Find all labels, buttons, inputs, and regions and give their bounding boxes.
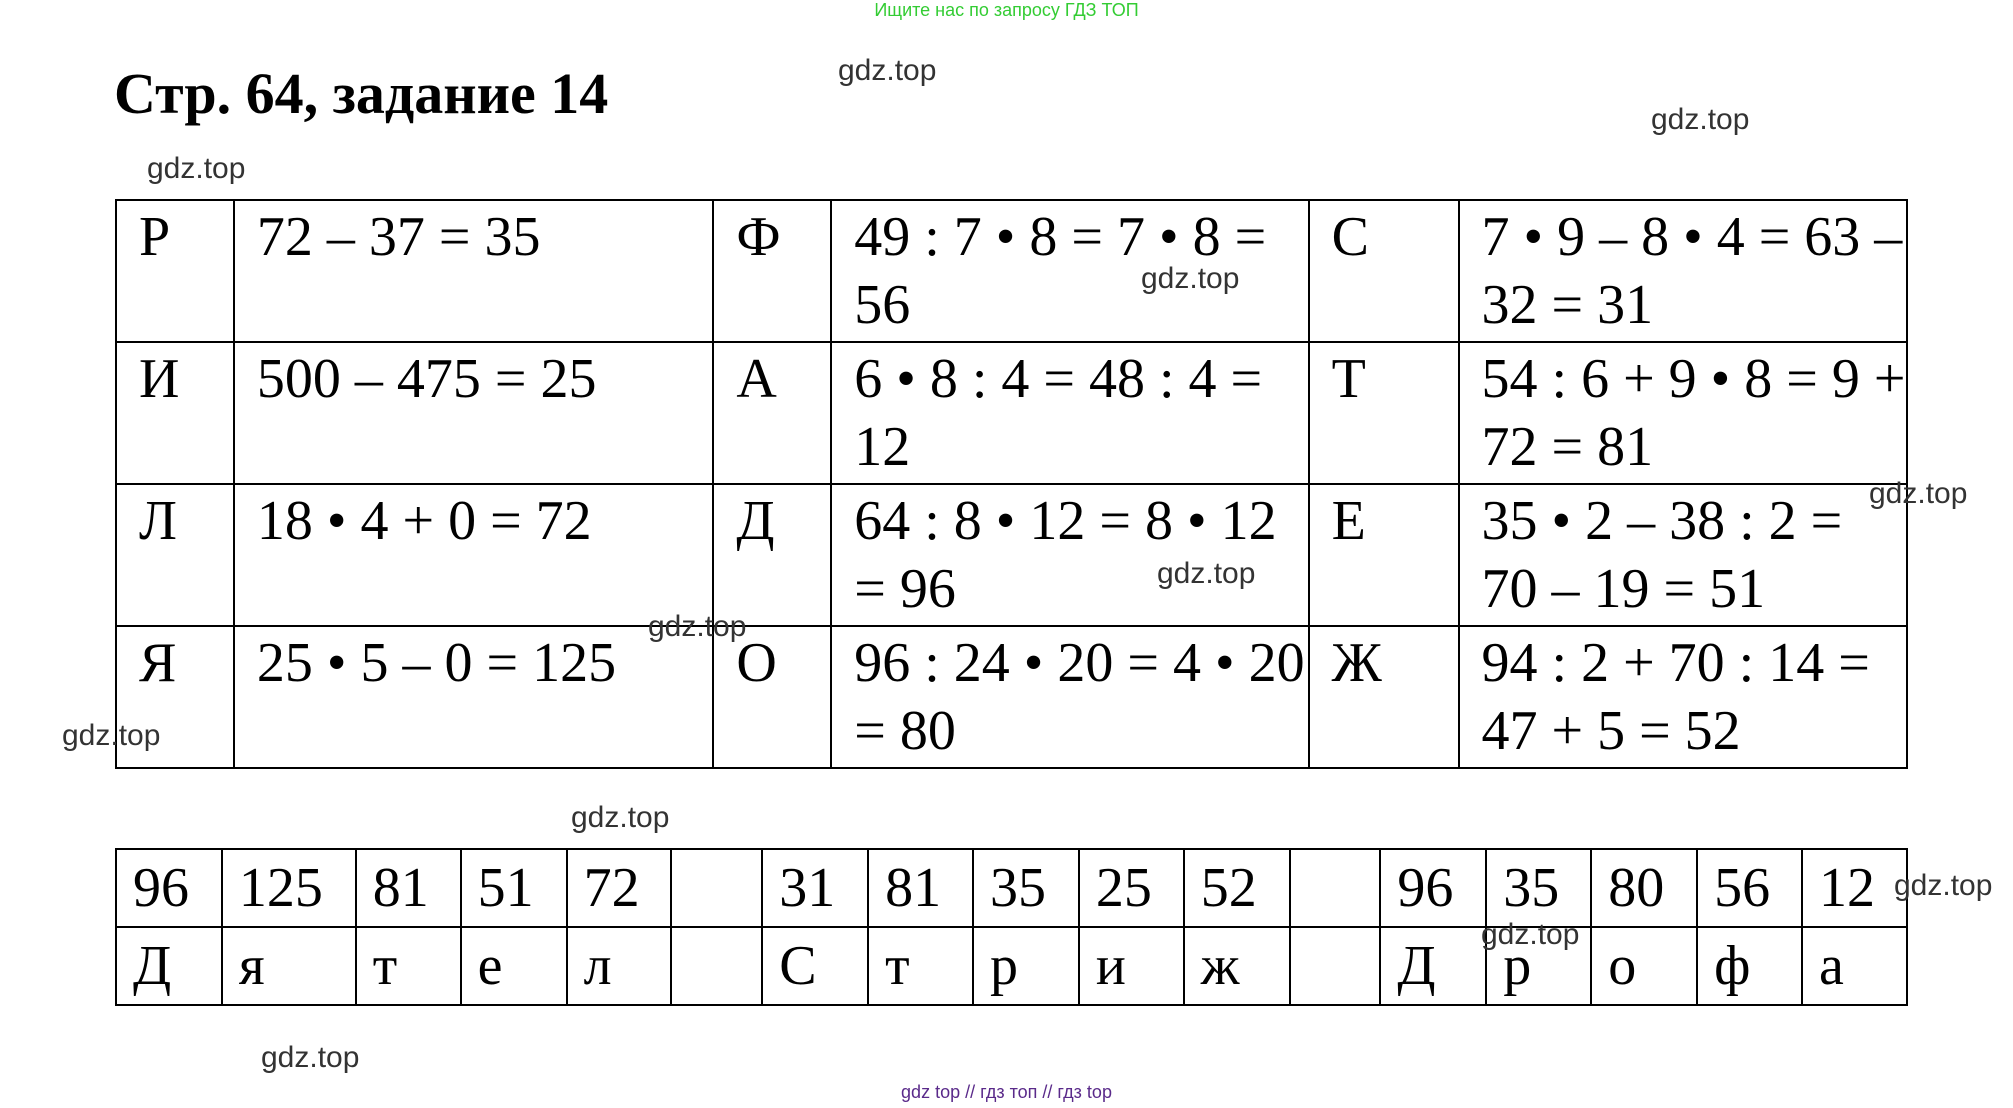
answer-letter: а: [1802, 927, 1907, 1005]
equation-cell: 35 • 2 – 38 : 2 = 70 – 19 = 51: [1459, 484, 1907, 626]
watermark: gdz.top: [147, 152, 246, 185]
answer-letter: е: [461, 927, 567, 1005]
answer-letter-row: [116, 927, 1907, 1005]
answer-number-row: [116, 849, 1907, 927]
equation-cell: 6 • 8 : 4 = 48 : 4 = 12: [831, 342, 1308, 484]
letter-cell: О: [713, 626, 831, 768]
watermark: gdz.top: [1481, 918, 1580, 951]
letter-cell: И: [116, 342, 234, 484]
answer-letter: Д: [116, 927, 222, 1005]
letter-cell: С: [1309, 200, 1459, 342]
answer-number: 56: [1697, 849, 1802, 927]
table-row: [116, 626, 1907, 768]
letter-cell: Ф: [713, 200, 831, 342]
watermark: gdz.top: [62, 719, 161, 752]
watermark: gdz.top: [1157, 557, 1256, 590]
table-row: [116, 200, 1907, 342]
answer-number: 12: [1802, 849, 1907, 927]
letter-cell: А: [713, 342, 831, 484]
equation-cell: 7 • 9 – 8 • 4 = 63 – 32 = 31: [1459, 200, 1907, 342]
answer-number: 31: [762, 849, 868, 927]
answer-letter: т: [868, 927, 973, 1005]
letter-cell: Ж: [1309, 626, 1459, 768]
watermark: gdz.top: [648, 610, 747, 643]
equation-cell: 49 : 7 • 8 = 7 • 8 = 56: [831, 200, 1308, 342]
answer-letter: ф: [1697, 927, 1802, 1005]
answer-letter: я: [222, 927, 356, 1005]
top-banner[interactable]: Ищите нас по запросу ГДЗ ТОП: [874, 0, 1139, 20]
equation-cell: 94 : 2 + 70 : 14 = 47 + 5 = 52: [1459, 626, 1907, 768]
equation-cell: 500 – 475 = 25: [234, 342, 713, 484]
answer-letter: Д: [1380, 927, 1486, 1005]
answer-letter: С: [762, 927, 868, 1005]
letter-cell: Е: [1309, 484, 1459, 626]
answer-number: 51: [461, 849, 567, 927]
watermark: gdz.top: [838, 54, 937, 87]
answer-number: 96: [1380, 849, 1486, 927]
watermark: gdz.top: [261, 1041, 360, 1074]
letter-cell: Т: [1309, 342, 1459, 484]
watermark: gdz.top: [571, 801, 670, 834]
answer-number: 52: [1184, 849, 1290, 927]
answer-number: 35: [973, 849, 1079, 927]
answer-letter: о: [1591, 927, 1697, 1005]
watermark: gdz.top: [1894, 869, 1993, 902]
watermark: gdz.top: [1869, 477, 1968, 510]
equation-cell: 18 • 4 + 0 = 72: [234, 484, 713, 626]
table-row: [116, 484, 1907, 626]
letter-cell: Я: [116, 626, 234, 768]
answer-number: 96: [116, 849, 222, 927]
equation-cell: 96 : 24 • 20 = 4 • 20 = 80: [831, 626, 1308, 768]
answer-number: 25: [1079, 849, 1184, 927]
watermark: gdz.top: [1141, 262, 1240, 295]
answer-number: 35: [1486, 849, 1591, 927]
answer-gap: [1290, 849, 1381, 927]
answer-gap: [1290, 927, 1381, 1005]
equation-cell: 64 : 8 • 12 = 8 • 12 = 96: [831, 484, 1308, 626]
answer-letter: р: [1486, 927, 1591, 1005]
task-table: [115, 199, 1908, 769]
equation-cell: 54 : 6 + 9 • 8 = 9 + 72 = 81: [1459, 342, 1907, 484]
answer-letter: р: [973, 927, 1079, 1005]
table-row: [116, 342, 1907, 484]
letter-cell: Р: [116, 200, 234, 342]
equation-cell: 25 • 5 – 0 = 125: [234, 626, 713, 768]
equation-cell: 72 – 37 = 35: [234, 200, 713, 342]
answer-number: 125: [222, 849, 356, 927]
letter-cell: Д: [713, 484, 831, 626]
answer-number: 72: [567, 849, 672, 927]
answer-number: 81: [356, 849, 461, 927]
answer-gap: [671, 849, 762, 927]
page-title: Стр. 64, задание 14: [114, 61, 609, 126]
answer-number: 80: [1591, 849, 1697, 927]
answer-letter: и: [1079, 927, 1184, 1005]
answer-letter: л: [567, 927, 672, 1005]
answer-letter: ж: [1184, 927, 1290, 1005]
footer-links[interactable]: gdz top // гдз топ // гдз top: [901, 1082, 1112, 1102]
answer-gap: [671, 927, 762, 1005]
answer-letter: т: [356, 927, 461, 1005]
letter-cell: Л: [116, 484, 234, 626]
answer-number: 81: [868, 849, 973, 927]
answer-table: [115, 848, 1908, 1006]
watermark: gdz.top: [1651, 103, 1750, 136]
